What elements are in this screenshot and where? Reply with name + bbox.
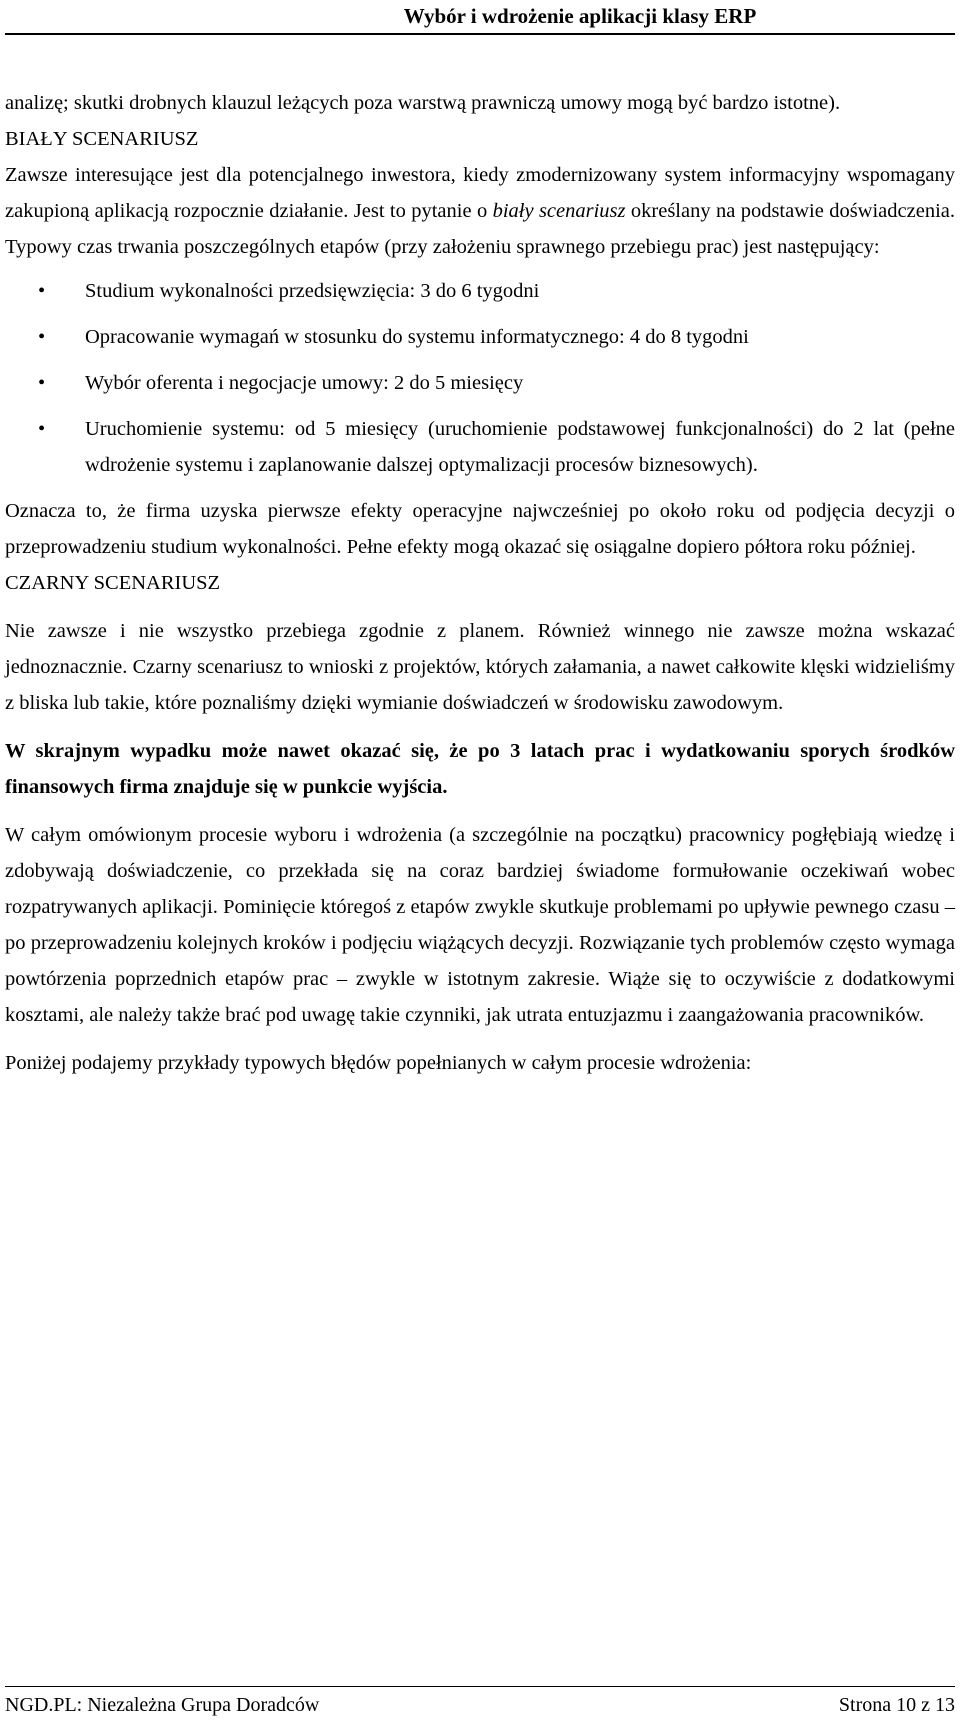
white-scenario-paragraph-2: Oznacza to, że firma uzyska pierwsze efekty operacyjne najwcześniej po około roku od podjęcia decyzji o przeprowadzeniu studium wykonalności. Pełne efekty mogą okazać się osiągalne dopiero półtora roku później. xyxy=(5,500,955,558)
white-p1-text-a: Zawsze interesujące jest dla potencjalnego inwestora, kiedy zmodernizowany system informacyjny wspomagany zakupioną aplikacją rozpocznie działanie. Jest to pytanie o xyxy=(5,164,955,222)
list-item-text: Wybór oferenta i negocjacje umowy: 2 do 5 miesięcy xyxy=(85,372,524,394)
white-scenario-paragraph-1 xyxy=(5,157,955,265)
page-footer xyxy=(5,1686,955,1726)
list-item-text: Opracowanie wymagań w stosunku do systemu informatycznego: 4 do 8 tygodni xyxy=(85,326,749,348)
bullet-icon: • xyxy=(38,326,46,348)
black-scenario-heading: CZARNY SCENARIUSZ xyxy=(5,572,221,594)
list-item xyxy=(5,319,955,355)
black-scenario-paragraph-3: W całym omówionym procesie wyboru i wdrożenia (a szczególnie na początku) pracownicy pogłębiają wiedzę i zdobywają doświadczenie, co przekłada się na coraz bardziej świadome formułowanie oczekiwań wobec rozpatrywanych aplikacji. Pominięcie któregoś z etapów zwykle skutkuje problemami po upływie pewnego czasu – po przeprowadzeniu kolejnych kroków i podjęciu wiążących decyzji. Rozwiązanie tych problemów często wymaga powtórzenia poprzednich etapów prac – zwykle w istotnym zakresie. Wiąże się to oczywiście z dodatkowymi kosztami, ale należy także brać pod uwagę takie czynniki, jak utrata entuzjazmu i zaangażowania pracowników. xyxy=(5,824,955,1026)
stage-durations-list xyxy=(5,273,955,483)
black-scenario-bold-paragraph: W skrajnym wypadku może nawet okazać się, że po 3 latach prac i wydatkowaniu sporych środków finansowych firma znajduje się w punkcie wyjścia. xyxy=(5,740,955,798)
header-rule xyxy=(5,33,955,35)
bullet-icon: • xyxy=(38,372,46,394)
bullet-icon: • xyxy=(38,418,46,440)
black-scenario-paragraph-4: Poniżej podajemy przykłady typowych błędów popełnianych w całym procesie wdrożenia: xyxy=(5,1052,752,1074)
list-item xyxy=(5,411,955,483)
list-item-text: Uruchomienie systemu: od 5 miesięcy (uruchomienie podstawowej funkcjonalności) do 2 lat (pełne wdrożenie systemu i zaplanowanie dalszej optymalizacji procesów biznesowych). xyxy=(85,418,955,476)
black-scenario-paragraph-1: Nie zawsze i nie wszystko przebiega zgodnie z planem. Również winnego nie zawsze można wskazać jednoznacznie. Czarny scenariusz to wnioski z projektów, których załamania, a nawet całkowite klęski widzieliśmy z bliska lub takie, które poznaliśmy dzięki wymianie doświadczeń w środowisku zawodowym. xyxy=(5,620,955,714)
white-p1-emphasis: biały scenariusz xyxy=(492,200,626,222)
page-content xyxy=(5,85,955,1081)
footer-page-number: Strona 10 z 13 xyxy=(838,1694,955,1716)
white-scenario-heading: BIAŁY SCENARIUSZ xyxy=(5,128,199,150)
header-title: Wybór i wdrożenie aplikacji klasy ERP xyxy=(403,4,757,28)
page-header xyxy=(0,0,960,36)
intro-paragraph: analizę; skutki drobnych klauzul leżących poza warstwą prawniczą umowy mogą być bardzo istotne). xyxy=(5,92,841,114)
list-item xyxy=(5,365,955,401)
list-item-text: Studium wykonalności przedsięwzięcia: 3 do 6 tygodni xyxy=(85,280,540,302)
white-p1-text-b: określany na podstawie doświadczenia. Typowy czas trwania poszczególnych etapów (przy założeniu sprawnego przebiegu prac) jest następujący: xyxy=(5,200,955,258)
list-item xyxy=(5,273,955,309)
bullet-icon: • xyxy=(38,280,46,302)
footer-rule xyxy=(5,1686,955,1687)
footer-company: NGD.PL: Niezależna Grupa Doradców xyxy=(5,1694,320,1716)
